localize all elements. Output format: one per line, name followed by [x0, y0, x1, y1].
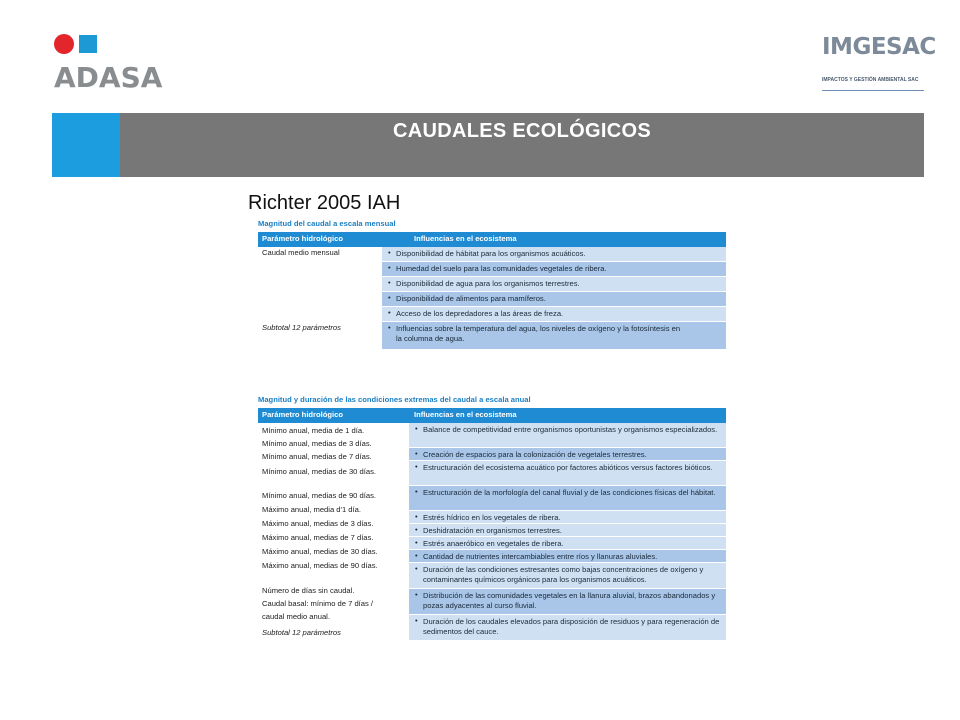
table-caption: Magnitud del caudal a escala mensual	[258, 219, 396, 228]
imgesac-logo-subtext: IMPACTOS Y GESTIÓN AMBIENTAL SAC	[822, 77, 919, 83]
parameter-cell: Número de días sin caudal.	[262, 585, 355, 595]
imgesac-logo-text: IMGESAC	[822, 34, 936, 60]
parameter-cell: Máximo anual, medias de 7 días.	[262, 532, 374, 542]
imgesac-logo	[822, 34, 936, 98]
parameter-cell: Mínimo anual, medias de 90 días.	[262, 490, 376, 500]
table-body	[258, 423, 726, 663]
parameter-cell: Caudal medio mensual	[262, 247, 340, 257]
parameter-cell: caudal medio anual.	[262, 611, 330, 621]
influence-cell: • Duración de las condiciones estresantes como bajas concentraciones de oxígeno y contaminantes químicos orgánicos para los organismos acuáticos.	[409, 563, 726, 589]
column-header-parameter: Parámetro hidrológico	[262, 410, 344, 420]
slide-title: CAUDALES ECOLÓGICOS	[393, 120, 651, 142]
influence-cell: • Distribución de las comunidades vegetales en la llanura aluvial, brazos abandonados y pozas adyacentes al curso fluvial.	[409, 589, 726, 615]
table-body	[258, 247, 726, 363]
parameter-cell: Mínimo anual, medias de 7 días.	[262, 451, 372, 461]
logo-red-circle	[54, 34, 74, 54]
influence-cell: • Humedad del suelo para las comunidades vegetales de ribera.	[382, 262, 726, 277]
logo-blue-square	[79, 35, 97, 53]
table-caption: Magnitud y duración de las condiciones extremas del caudal a escala anual	[258, 395, 531, 404]
influence-cell: • Disponibilidad de alimentos para mamíferos.	[382, 292, 726, 307]
title-band	[52, 113, 924, 177]
adasa-logo-text: ADASA	[54, 61, 163, 94]
parameter-cell: Máximo anual, medias de 90 días.	[262, 560, 378, 570]
influence-cell: • Deshidratación en organismos terrestres.	[409, 524, 726, 537]
adasa-logo	[54, 34, 174, 94]
subtotal-cell: Subtotal 12 parámetros	[262, 627, 341, 637]
influence-cell: • Duración de los caudales elevados para disposición de residuos y para regeneración de sedimentos del cauce.	[409, 615, 726, 641]
influence-cell: • Influencias sobre la temperatura del agua, los niveles de oxígeno y la fotosíntesis en la columna de agua.	[382, 322, 726, 350]
table-monthly-flow	[258, 219, 726, 363]
parameter-cell: Mínimo anual, media de 1 día.	[262, 425, 365, 435]
influence-cell: • Acceso de los depredadores a las áreas de freza.	[382, 307, 726, 322]
parameter-cell: Máximo anual, media d'1 día.	[262, 504, 361, 514]
influence-cell: • Estructuración del ecosistema acuático por factores abióticos versus factores bióticos.	[409, 461, 726, 486]
influence-cell: • Cantidad de nutrientes intercambiables entre ríos y llanuras aluviales.	[409, 550, 726, 563]
parameter-cell: Caudal basal: mínimo de 7 días /	[262, 598, 374, 608]
column-header-influence: Influencias en el ecosistema	[414, 410, 517, 420]
subtotal-cell: Subtotal 12 parámetros	[262, 322, 341, 332]
parameter-cell: Mínimo anual, medias de 30 días.	[262, 466, 376, 476]
parameter-cell: Máximo anual, medias de 30 días.	[262, 546, 378, 556]
column-header-influence: Influencias en el ecosistema	[414, 234, 517, 244]
table-annual-extremes	[258, 395, 726, 663]
influence-cell: • Creación de espacios para la colonización de vegetales terrestres.	[409, 448, 726, 461]
title-band-accent	[52, 113, 120, 177]
column-header-parameter: Parámetro hidrológico	[262, 234, 344, 244]
table-header	[258, 232, 726, 247]
influence-cell: • Estrés hídrico en los vegetales de ribera.	[409, 511, 726, 524]
influence-cell: • Balance de competitividad entre organismos oportunistas y organismos especializados.	[409, 423, 726, 448]
influence-cell: • Estructuración de la morfología del canal fluvial y de las condiciones físicas del hábitat.	[409, 486, 726, 511]
parameter-cell: Mínimo anual, medias de 3 días.	[262, 438, 372, 448]
influence-cell: • Estrés anaeróbico en vegetales de ribera.	[409, 537, 726, 550]
imgesac-logo-underline	[822, 90, 924, 91]
slide-subtitle: Richter 2005 IAH	[248, 192, 401, 214]
influence-cell: • Disponibilidad de hábitat para los organismos acuáticos.	[382, 247, 726, 262]
parameter-cell: Máximo anual, medias de 3 días.	[262, 518, 374, 528]
table-header	[258, 408, 726, 423]
influence-cell: • Disponibilidad de agua para los organismos terrestres.	[382, 277, 726, 292]
